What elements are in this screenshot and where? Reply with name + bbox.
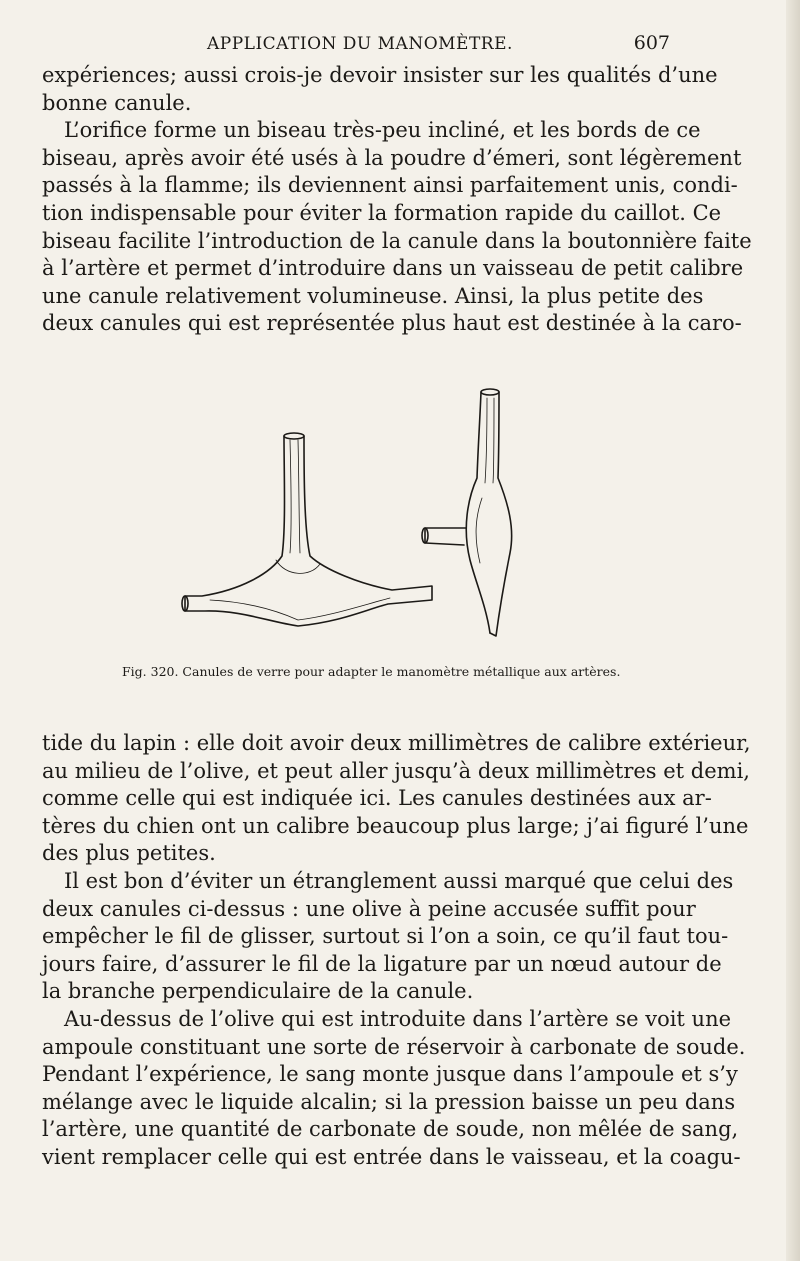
text-line: vient remplacer celle qui est entrée dans le vaisseau, et la coagu-: [42, 1144, 741, 1169]
figure-320-canules: [170, 378, 640, 648]
text-line: à l’artère et permet d’introduire dans un vaisseau de petit calibre: [42, 256, 744, 281]
text-line: Pendant l’expérience, le sang monte jusque dans l’ampoule et s’y: [42, 1062, 738, 1087]
text-block-top: [42, 62, 752, 338]
text-line: expériences; aussi crois-je devoir insister sur les qualités d’une: [42, 63, 718, 87]
running-title: APPLICATION DU MANOMÈTRE.: [207, 34, 513, 54]
text-line: deux canules ci-dessus : une olive à peine accusée suffit pour: [42, 896, 696, 921]
text-line: biseau, après avoir été usés à la poudre d’émeri, sont légèrement: [42, 145, 742, 170]
text-line: jours faire, d’assurer le fil de la ligature par un nœud autour de: [42, 951, 722, 976]
text-line: la branche perpendiculaire de la canule.: [42, 979, 474, 1004]
text-line: bonne canule.: [42, 90, 192, 115]
text-line: deux canules qui est représentée plus haut est destinée à la caro-: [42, 311, 742, 336]
text-line: des plus petites.: [42, 841, 216, 866]
text-line: empêcher le fil de glisser, surtout si l’on a soin, ce qu’il faut tou-: [42, 924, 729, 949]
text-line: biseau facilite l’introduction de la canule dans la boutonnière faite: [42, 228, 752, 253]
page-header: [42, 30, 670, 60]
text-line: tide du lapin : elle doit avoir deux millimètres de calibre extérieur,: [42, 731, 751, 755]
text-line: une canule relativement volumineuse. Ainsi, la plus petite des: [42, 283, 704, 308]
text-line: l’artère, une quantité de carbonate de soude, non mêlée de sang,: [42, 1117, 739, 1142]
text-line: tion indispensable pour éviter la formation rapide du caillot. Ce: [42, 200, 722, 225]
page-number: 607: [633, 32, 670, 54]
text-line: passés à la flamme; ils deviennent ainsi parfaitement unis, condi-: [42, 173, 738, 198]
text-line: mélange avec le liquide alcalin; si la pression baisse un peu dans: [42, 1089, 736, 1114]
text-line: au milieu de l’olive, et peut aller jusqu’à deux millimètres et demi,: [42, 758, 750, 783]
text-block-bottom: [42, 730, 751, 1172]
text-line: Il est bon d’éviter un étranglement aussi marqué que celui des: [64, 868, 734, 893]
page-edge-shadow: [786, 0, 800, 1261]
text-line: tères du chien ont un calibre beaucoup plus large; j’ai figuré l’une: [42, 813, 749, 838]
text-line: comme celle qui est indiquée ici. Les canules destinées aux ar-: [42, 786, 712, 811]
angled-cannula-illustration: [422, 389, 512, 636]
text-line: L’orifice forme un biseau très-peu incliné, et les bords de ce: [64, 118, 701, 143]
figure-caption: Fig. 320. Canules de verre pour adapter le manomètre métallique aux artères.: [122, 664, 621, 679]
text-line: ampoule constituant une sorte de réservoir à carbonate de soude.: [42, 1034, 746, 1059]
t-cannula-illustration: [182, 433, 432, 626]
text-line: Au-dessus de l’olive qui est introduite dans l’artère se voit une: [64, 1006, 732, 1031]
